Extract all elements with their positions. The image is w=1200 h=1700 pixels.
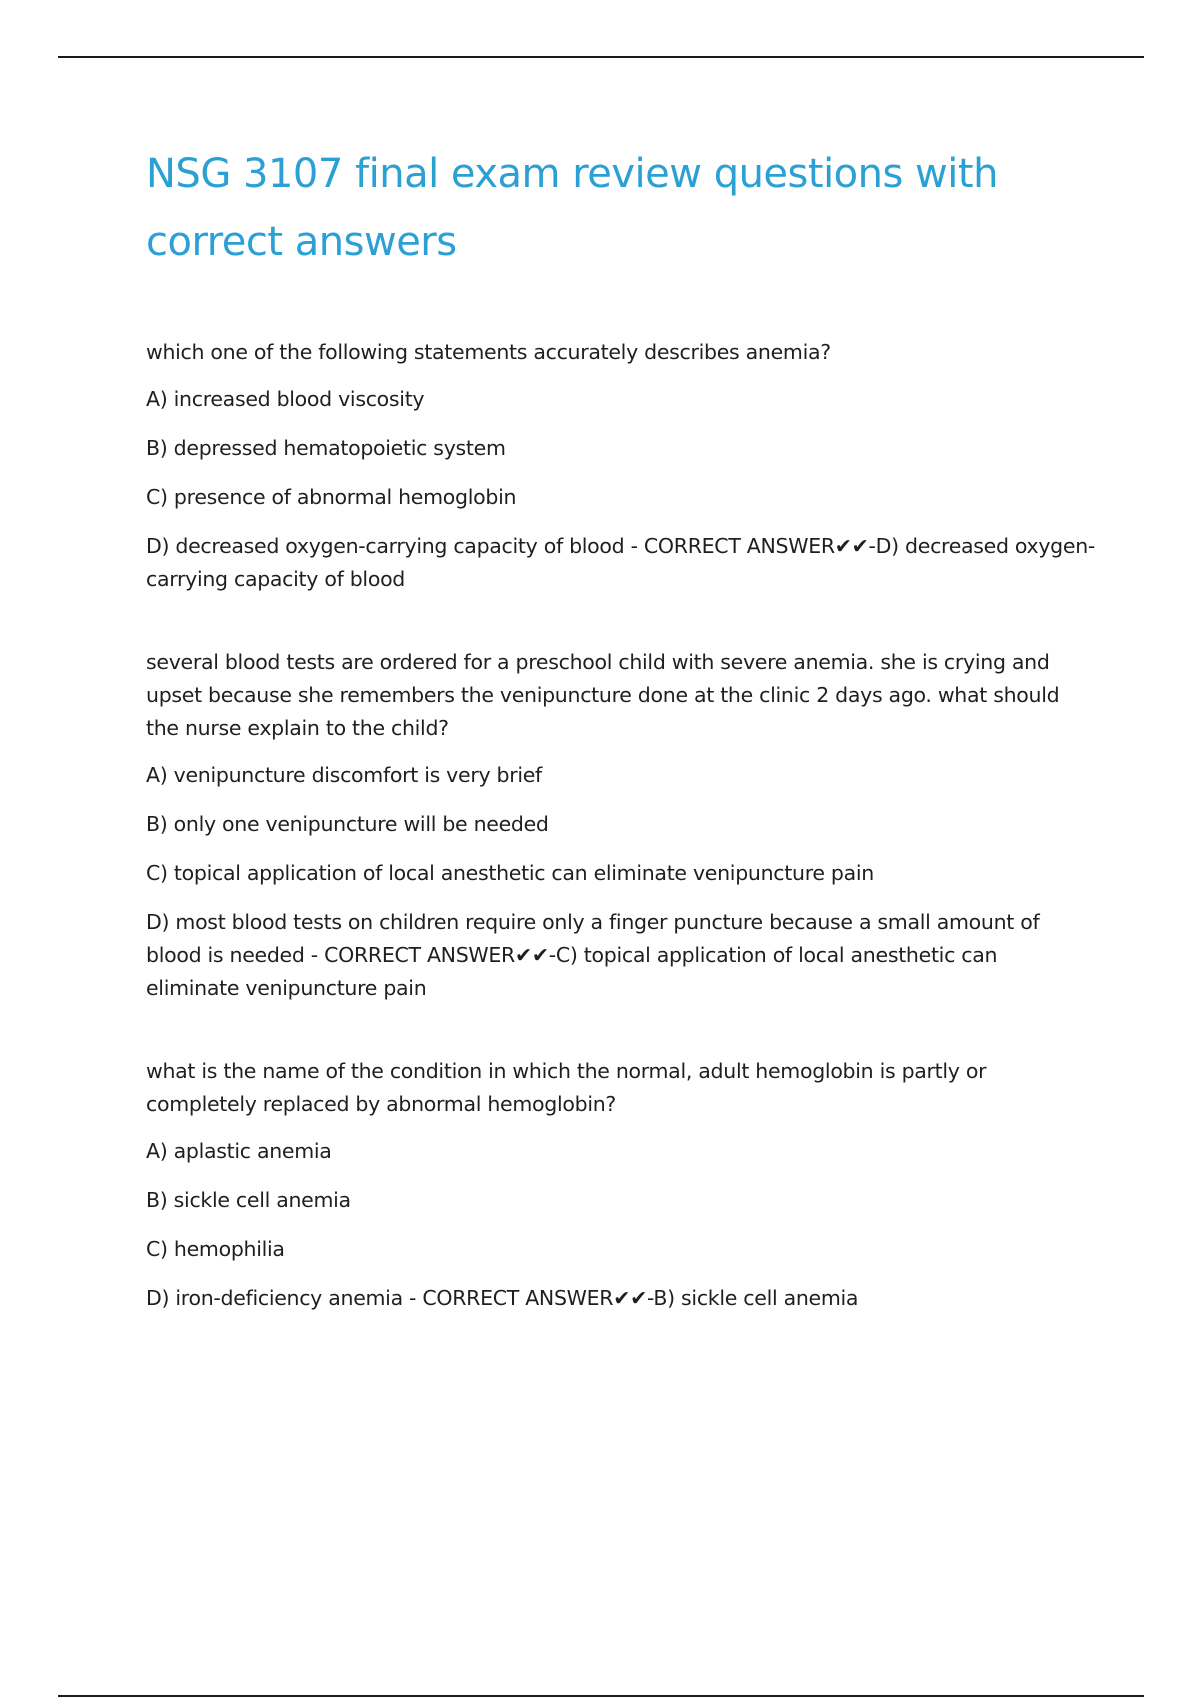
answer-option-d: D) decreased oxygen-carrying capacity of blood - CORRECT ANSWER✔✔-D) decreased oxygen-carrying capacity of blood — [146, 534, 1096, 591]
answer-option-c: C) topical application of local anesthetic can eliminate venipuncture pain — [146, 861, 874, 885]
question-2 — [146, 646, 1096, 1005]
answer-option-d: D) most blood tests on children require only a finger puncture because a small amount of blood is needed - CORRECT ANSWER✔✔-C) topical application of local anesthetic can eliminate venipuncture pain — [146, 910, 1040, 1000]
answer-option-c: C) presence of abnormal hemoglobin — [146, 485, 517, 509]
page-title: NSG 3107 final exam review questions with correct answers — [146, 151, 998, 265]
bottom-rule — [58, 1695, 1144, 1697]
top-rule — [58, 56, 1144, 58]
document-body — [146, 140, 1096, 1365]
question-3 — [146, 1055, 1096, 1315]
question-1 — [146, 336, 1096, 596]
answer-option-a: A) increased blood viscosity — [146, 387, 425, 411]
question-stem: several blood tests are ordered for a preschool child with severe anemia. she is crying and upset because she remembers the venipuncture done at the clinic 2 days ago. what should the nurse explain to the child? — [146, 650, 1060, 740]
answer-option-b: B) sickle cell anemia — [146, 1188, 351, 1212]
answer-option-b: B) depressed hematopoietic system — [146, 436, 506, 460]
question-stem: what is the name of the condition in which the normal, adult hemoglobin is partly or completely replaced by abnormal hemoglobin? — [146, 1059, 987, 1116]
answer-option-b: B) only one venipuncture will be needed — [146, 812, 549, 836]
answer-option-c: C) hemophilia — [146, 1237, 285, 1261]
answer-option-a: A) aplastic anemia — [146, 1139, 332, 1163]
answer-option-a: A) venipuncture discomfort is very brief — [146, 763, 542, 787]
question-list — [146, 336, 1096, 1315]
question-stem: which one of the following statements accurately describes anemia? — [146, 340, 831, 364]
answer-option-d: D) iron-deficiency anemia - CORRECT ANSWER✔✔-B) sickle cell anemia — [146, 1286, 859, 1310]
